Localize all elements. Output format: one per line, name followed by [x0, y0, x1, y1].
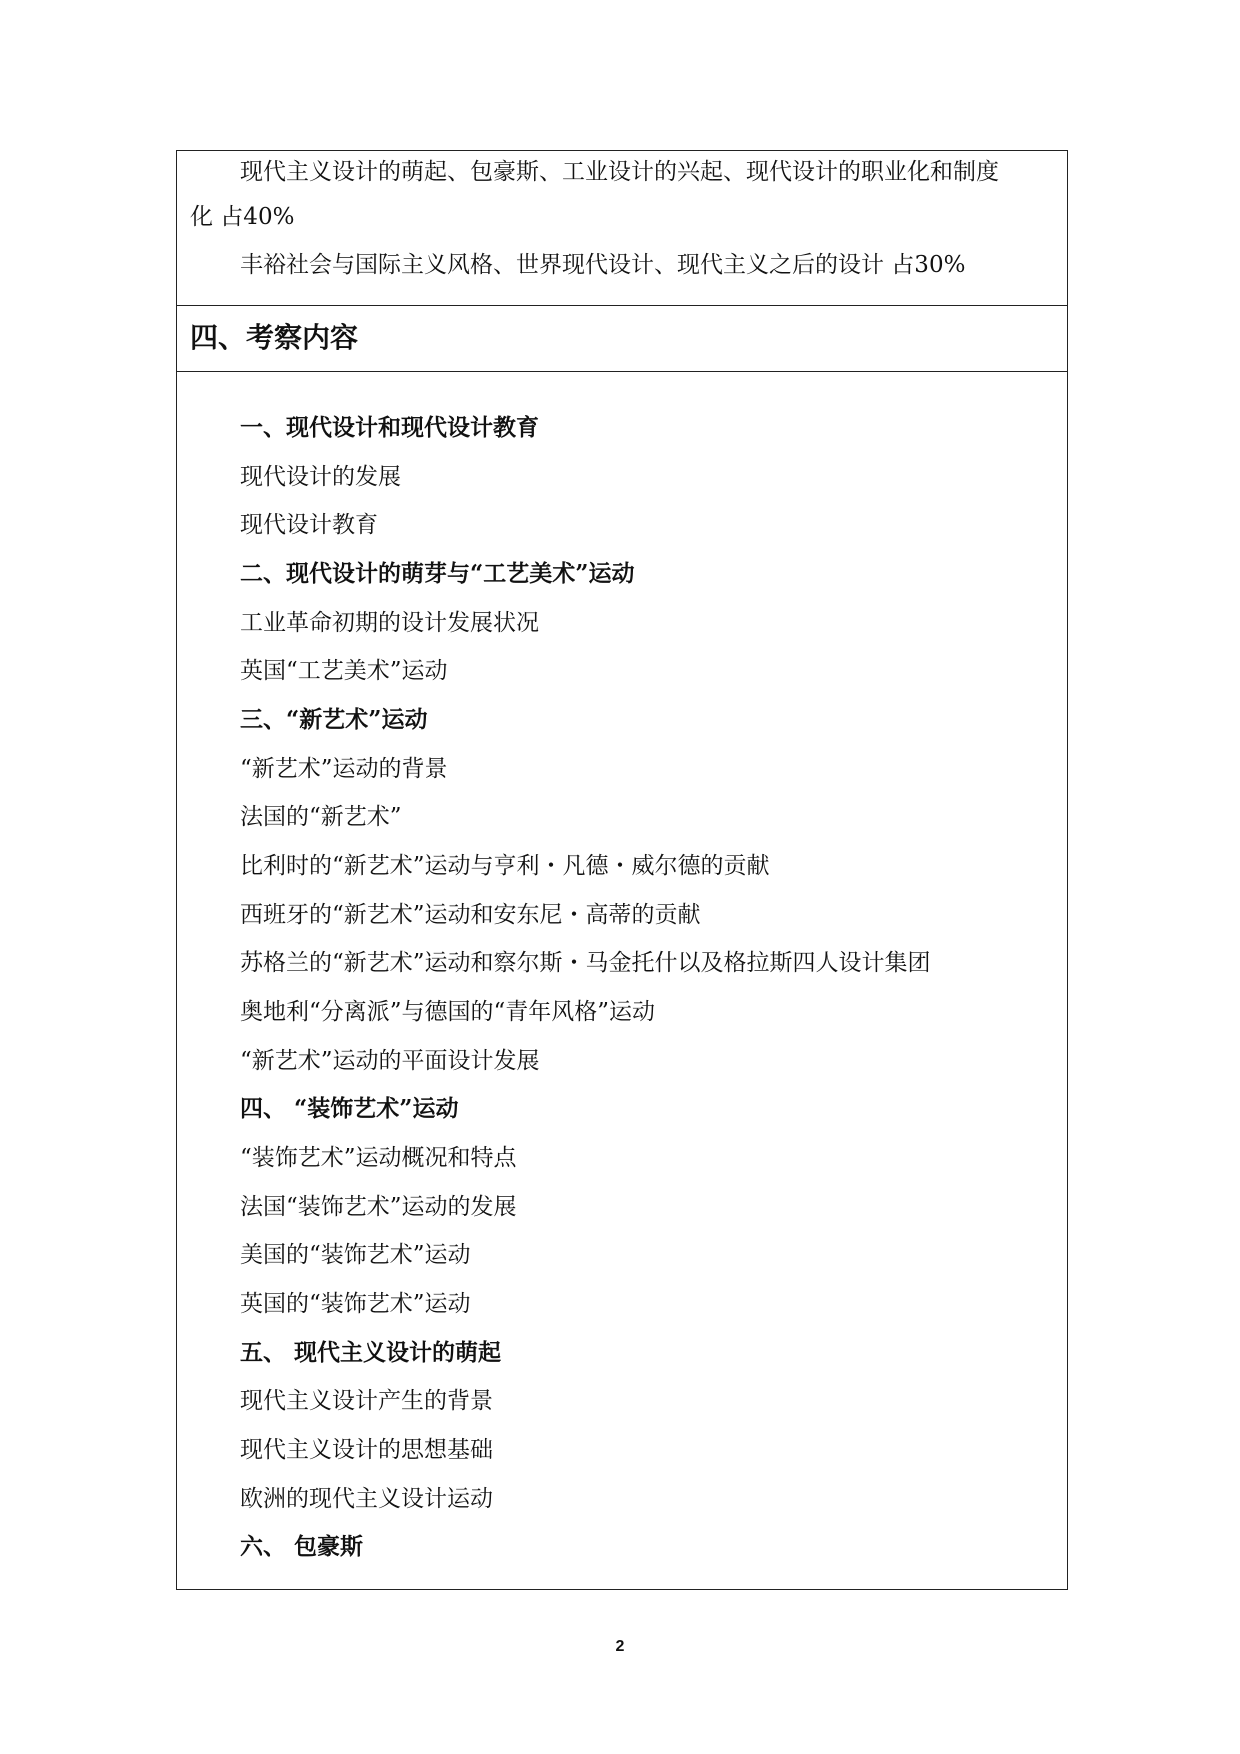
list-item: 欧洲的现代主义设计运动	[240, 1486, 493, 1512]
list-item: 现代主义设计产生的背景	[240, 1388, 493, 1414]
section-header-cell	[177, 306, 1067, 372]
heading-6: 六、 包豪斯	[240, 1533, 364, 1560]
heading-1: 一、现代设计和现代设计教育	[240, 414, 539, 441]
list-item: 苏格兰的“新艺术”运动和察尔斯・马金托什以及格拉斯四人设计集团	[240, 950, 931, 976]
list-item: 工业革命初期的设计发展状况	[240, 610, 539, 636]
intro-paragraph-2: 丰裕社会与国际主义风格、世界现代设计、现代主义之后的设计 占30%	[240, 252, 966, 278]
section-title: 四、考察内容	[190, 321, 359, 354]
list-item: “新艺术”运动的背景	[240, 756, 448, 782]
list-item: “新艺术”运动的平面设计发展	[240, 1048, 540, 1074]
heading-5: 五、 现代主义设计的萌起	[240, 1339, 502, 1366]
list-item: “装饰艺术”运动概况和特点	[240, 1145, 517, 1171]
list-item: 西班牙的“新艺术”运动和安东尼・高蒂的贡献	[240, 902, 701, 928]
intro-paragraph-1-line-1: 现代主义设计的萌起、包豪斯、工业设计的兴起、现代设计的职业化和制度	[240, 159, 999, 185]
page-number: 2	[615, 1638, 625, 1655]
list-item: 奥地利“分离派”与德国的“青年风格”运动	[240, 999, 656, 1025]
list-item: 英国的“装饰艺术”运动	[240, 1291, 471, 1317]
list-item: 美国的“装饰艺术”运动	[240, 1242, 471, 1268]
list-item: 法国“装饰艺术”运动的发展	[240, 1194, 517, 1220]
heading-2: 二、现代设计的萌芽与“工艺美术”运动	[240, 560, 635, 587]
exam-content-cell	[177, 372, 1067, 1591]
list-item: 比利时的“新艺术”运动与亨利・凡德・威尔德的贡献	[240, 853, 770, 879]
list-item: 现代设计教育	[240, 512, 378, 538]
list-item: 现代主义设计的思想基础	[240, 1437, 493, 1463]
list-item: 现代设计的发展	[240, 464, 401, 490]
content-table	[176, 150, 1068, 1590]
heading-4: 四、 “装饰艺术”运动	[240, 1095, 459, 1122]
list-item: 法国的“新艺术”	[240, 804, 402, 830]
intro-paragraph-1-line-2: 化 占40%	[190, 204, 295, 230]
weight-distribution-cell	[177, 151, 1067, 306]
list-item: 英国“工艺美术”运动	[240, 658, 448, 684]
heading-3: 三、“新艺术”运动	[240, 706, 428, 733]
